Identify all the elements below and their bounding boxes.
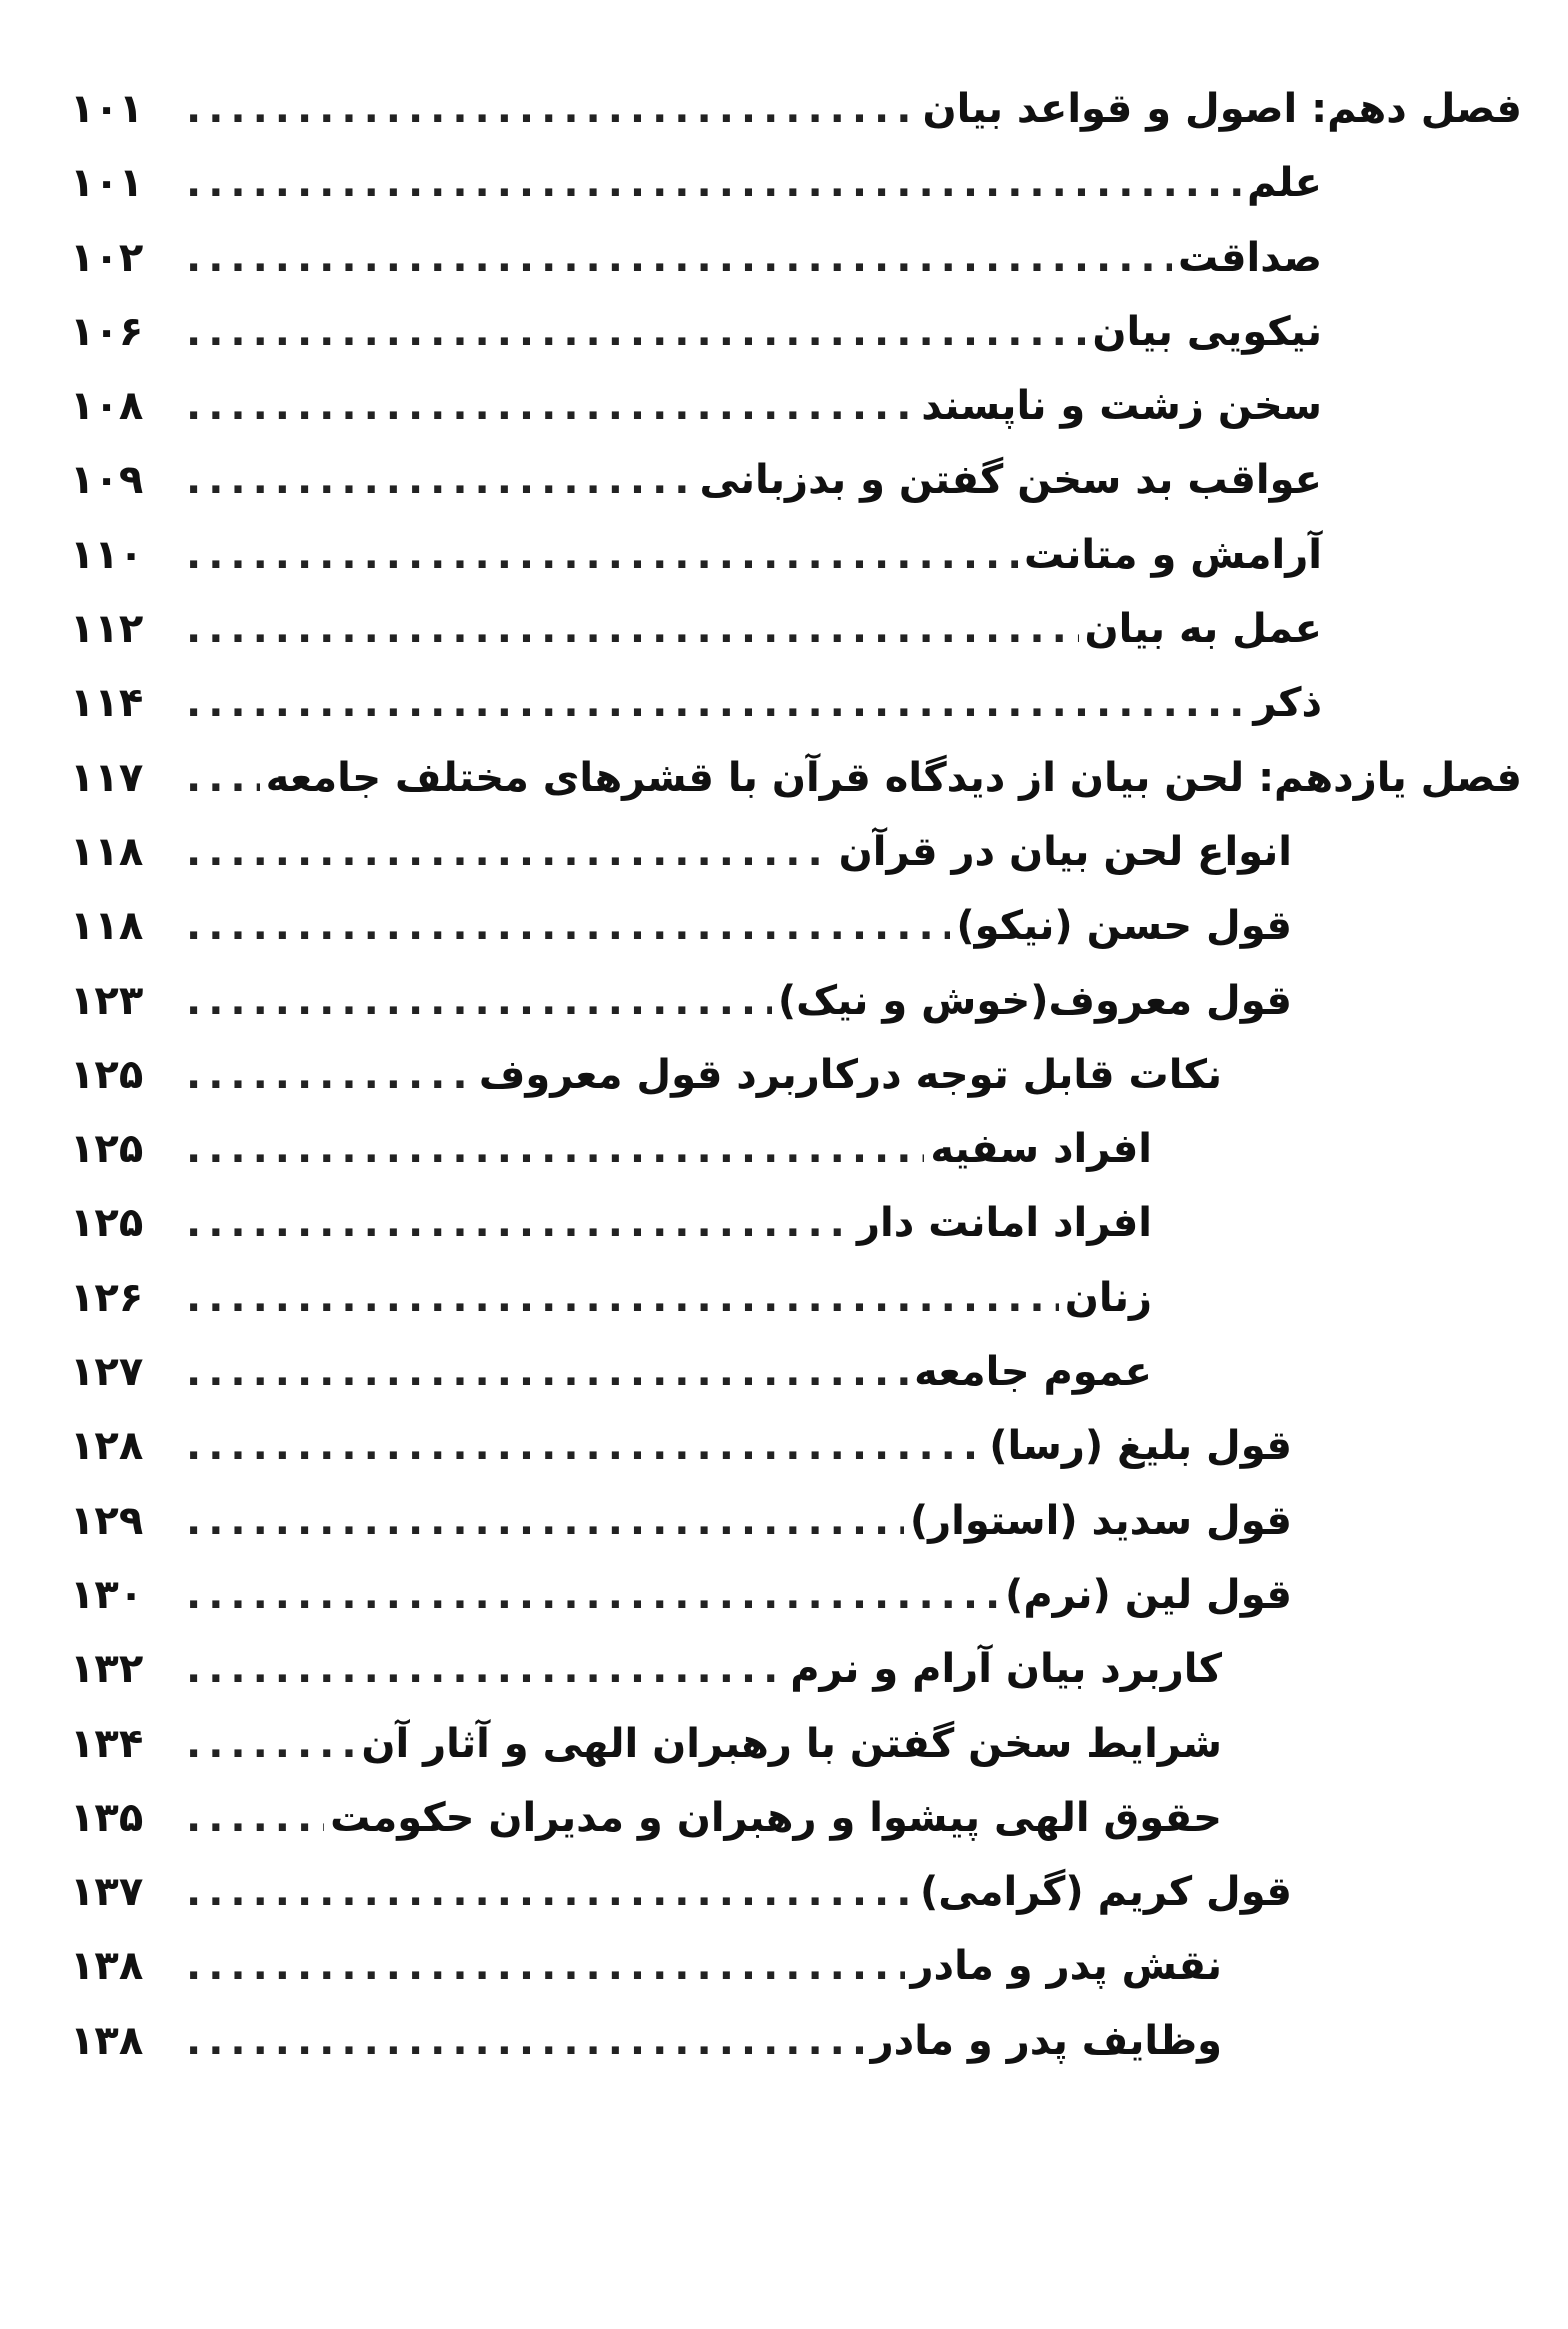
- entry-title-text: قول لین (نرم): [1005, 1571, 1292, 1618]
- toc-entry-row[interactable]: [70, 1929, 1522, 2003]
- dot-leader: [186, 1335, 908, 1409]
- entry-title-text: وظایف پدر و مادر: [870, 2017, 1222, 2064]
- entry-title-text: صداقت: [1177, 234, 1322, 281]
- toc-entry-row[interactable]: [70, 369, 1522, 443]
- dot-leader: [186, 221, 1172, 295]
- toc-entry-row[interactable]: [70, 146, 1522, 220]
- toc-entry-row[interactable]: [70, 1781, 1522, 1855]
- toc-entry-title: [1065, 1261, 1152, 1335]
- toc-entry-row[interactable]: [70, 443, 1522, 517]
- toc-entry-title: [839, 815, 1292, 889]
- toc-entry-row[interactable]: [70, 221, 1522, 295]
- entry-title-text: قول کریم (گرامی): [919, 1869, 1292, 1916]
- toc-entry-row[interactable]: [70, 1855, 1522, 1929]
- page-number: ۱۰۸: [70, 383, 144, 430]
- toc-entry-title: [910, 1484, 1292, 1558]
- page-number: ۱۲۶: [70, 1274, 144, 1321]
- page-number: ۱۲۵: [70, 1200, 144, 1247]
- entry-title-text: کاربرد بیان آرام و نرم: [790, 1646, 1222, 1693]
- entry-title-text: زنان: [1064, 1274, 1152, 1321]
- toc-entry-title: [930, 1112, 1152, 1186]
- entry-title-text: قول سدید (استوار): [909, 1497, 1292, 1544]
- toc-entry-row[interactable]: [70, 295, 1522, 369]
- dot-leader: [186, 369, 915, 443]
- toc-entry-title: [790, 1632, 1222, 1706]
- entry-title-text: انواع لحن بیان در قرآن: [838, 828, 1292, 875]
- entry-title-text: لحن بیان از دیدگاه قرآن با قشرهای مختلف جامعه: [265, 754, 1245, 801]
- dot-leader: [186, 72, 916, 146]
- toc-entry-title: [700, 443, 1322, 517]
- toc-entry-title: [914, 1335, 1152, 1409]
- toc-entry-title: [266, 741, 1522, 815]
- toc-entry-row[interactable]: [70, 1186, 1522, 1260]
- dot-leader: [186, 592, 1079, 666]
- page-number: ۱۲۸: [70, 1423, 144, 1470]
- toc-entry-row[interactable]: [70, 518, 1522, 592]
- toc-entry-row[interactable]: [70, 1261, 1522, 1335]
- toc-entry-title: [778, 964, 1292, 1038]
- toc-entry-title: [1085, 592, 1322, 666]
- toc-entry-row[interactable]: [70, 1632, 1522, 1706]
- entry-title-text: سخن زشت و ناپسند: [921, 383, 1322, 430]
- dot-leader: [186, 964, 772, 1038]
- dot-leader: [186, 666, 1247, 740]
- page-number: ۱۳۷: [70, 1869, 144, 1916]
- page-number: ۱۱۰: [70, 531, 144, 578]
- toc-entry-row[interactable]: [70, 1112, 1522, 1186]
- dot-leader: [186, 741, 260, 815]
- entry-title-text: علم: [1246, 160, 1322, 207]
- dot-leader: [186, 1707, 355, 1781]
- toc-entry-title: [922, 72, 1522, 146]
- chapter-label: فصل یازدهم:: [1258, 754, 1522, 801]
- toc-entry-title: [1005, 1558, 1292, 1632]
- toc-entry-title: [911, 1929, 1222, 2003]
- dot-leader: [186, 1186, 851, 1260]
- entry-title-text: ذکر: [1253, 680, 1322, 727]
- toc-entry-title: [956, 889, 1292, 963]
- toc-entry-row[interactable]: [70, 1335, 1522, 1409]
- toc-entry-title: [921, 369, 1322, 443]
- page-number: ۱۰۶: [70, 308, 144, 355]
- dot-leader: [186, 1632, 784, 1706]
- dot-leader: [186, 1112, 924, 1186]
- dot-leader: [186, 295, 1086, 369]
- dot-leader: [186, 2004, 865, 2078]
- toc-entry-row[interactable]: [70, 889, 1522, 963]
- page-number: ۱۲۳: [70, 977, 144, 1024]
- entry-title-text: شرایط سخن گفتن با رهبران الهی و آثار آن: [361, 1720, 1222, 1767]
- dot-leader: [186, 1929, 905, 2003]
- toc-entry-row[interactable]: [70, 1038, 1522, 1112]
- toc-entry-title: [479, 1038, 1222, 1112]
- entry-title-text: نکات قابل توجه درکاربرد قول معروف: [478, 1051, 1222, 1098]
- dot-leader: [186, 146, 1241, 220]
- dot-leader: [186, 518, 1018, 592]
- toc-entry-title: [1024, 518, 1322, 592]
- dot-leader: [186, 1261, 1059, 1335]
- toc-entry-title: [1253, 666, 1322, 740]
- toc-entry-title: [330, 1781, 1222, 1855]
- entry-title-text: قول معروف(خوش و نیک): [777, 977, 1292, 1024]
- page-number: ۱۳۴: [70, 1720, 144, 1767]
- page-number: ۱۲۵: [70, 1051, 144, 1098]
- dot-leader: [186, 889, 950, 963]
- dot-leader: [186, 1409, 983, 1483]
- table-of-contents: [70, 72, 1522, 2078]
- toc-entry-row[interactable]: [70, 815, 1522, 889]
- dot-leader: [186, 1558, 999, 1632]
- page-number: ۱۳۸: [70, 1943, 144, 1990]
- toc-entry-row[interactable]: [70, 666, 1522, 740]
- toc-entry-row[interactable]: [70, 1558, 1522, 1632]
- toc-entry-title: [1247, 146, 1322, 220]
- entry-title-text: عموم جامعه: [914, 1349, 1152, 1396]
- entry-title-text: نیکویی بیان: [1092, 308, 1322, 355]
- page-number: ۱۰۹: [70, 457, 144, 504]
- dot-leader: [186, 1855, 914, 1929]
- chapter-label: فصل دهم:: [1311, 86, 1522, 132]
- entry-title-text: نقش پدر و مادر: [910, 1943, 1222, 1990]
- page-number: ۱۰۲: [70, 234, 144, 281]
- entry-title-text: عواقب بد سخن گفتن و بدزبانی: [699, 457, 1322, 504]
- toc-entry-title: [989, 1409, 1292, 1483]
- entry-title-text: اصول و قواعد بیان: [922, 86, 1298, 132]
- page-number: ۱۰۱: [70, 86, 144, 132]
- page-number: ۱۲۹: [70, 1497, 144, 1544]
- dot-leader: [186, 443, 694, 517]
- page-number: ۱۳۸: [70, 2017, 144, 2064]
- page-number: ۱۱۸: [70, 828, 144, 875]
- toc-chapter-row[interactable]: [70, 72, 1522, 146]
- toc-entry-title: [1178, 221, 1322, 295]
- toc-entry-row[interactable]: [70, 592, 1522, 666]
- toc-entry-row[interactable]: [70, 1484, 1522, 1558]
- page-number: ۱۲۷: [70, 1349, 144, 1396]
- entry-title-text: افراد امانت دار: [857, 1200, 1152, 1247]
- toc-entry-row[interactable]: [70, 1409, 1522, 1483]
- toc-entry-title: [857, 1186, 1152, 1260]
- page-number: ۱۰۱: [70, 160, 144, 207]
- toc-entry-row[interactable]: [70, 964, 1522, 1038]
- entry-title-text: قول بلیغ (رسا): [989, 1423, 1292, 1470]
- dot-leader: [186, 1484, 904, 1558]
- page-number: ۱۳۲: [70, 1646, 144, 1693]
- page-number: ۱۱۷: [70, 754, 144, 801]
- toc-entry-title: [920, 1855, 1292, 1929]
- entry-title-text: عمل به بیان: [1084, 606, 1322, 653]
- toc-entry-title: [361, 1707, 1222, 1781]
- entry-title-text: قول حسن (نیکو): [956, 903, 1292, 950]
- entry-title-text: آرامش و متانت: [1024, 531, 1322, 578]
- dot-leader: [186, 1781, 324, 1855]
- page-number: ۱۳۰: [70, 1571, 144, 1618]
- page-number: ۱۱۴: [70, 680, 144, 727]
- toc-chapter-row[interactable]: [70, 741, 1522, 815]
- entry-title-text: حقوق الهی پیشوا و رهبران و مدیران حکومت: [330, 1794, 1222, 1841]
- entry-title-text: افراد سفیه: [930, 1126, 1152, 1173]
- page-number: ۱۳۵: [70, 1794, 144, 1841]
- dot-leader: [186, 1038, 473, 1112]
- page-number: ۱۱۲: [70, 606, 144, 653]
- toc-entry-row[interactable]: [70, 2004, 1522, 2078]
- toc-entry-title: [871, 2004, 1222, 2078]
- dot-leader: [186, 815, 833, 889]
- toc-entry-title: [1092, 295, 1322, 369]
- page-number: ۱۱۸: [70, 903, 144, 950]
- page-number: ۱۲۵: [70, 1126, 144, 1173]
- toc-entry-row[interactable]: [70, 1707, 1522, 1781]
